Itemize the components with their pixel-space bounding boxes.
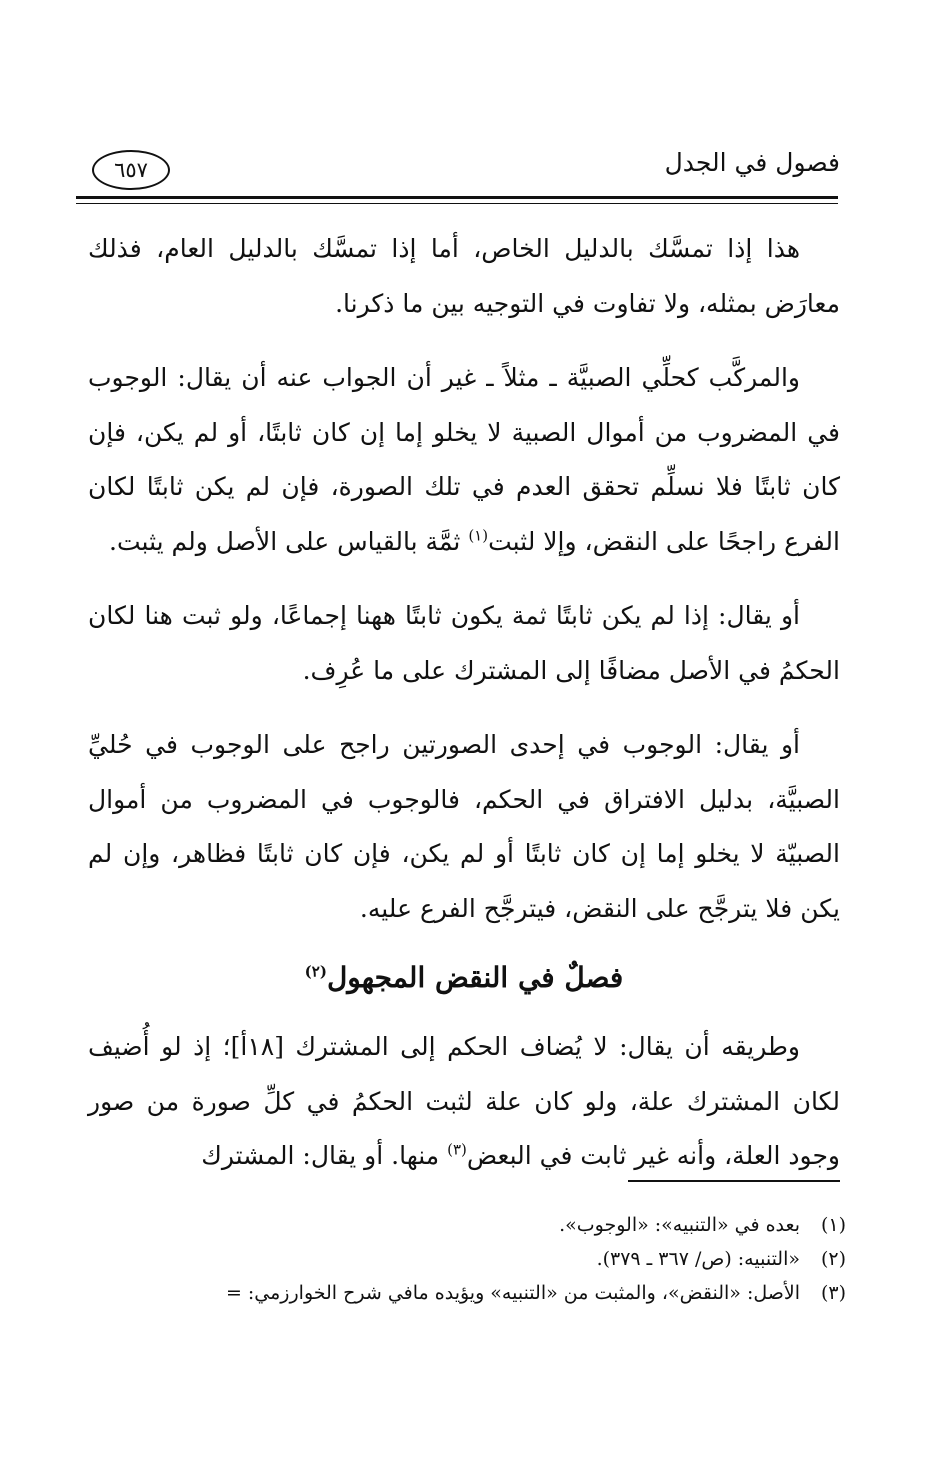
paragraph (88, 351, 840, 569)
footnotes (86, 1208, 846, 1310)
paragraph: أو يقال: إذا لم يكن ثابتًا ثمة يكون ثابتًا ههنا إجماعًا، ولو ثبت هنا لكان الحكمُ في الأصل مضافًا إلى المشترك على ما عُرِف. (88, 601, 840, 685)
section-heading (88, 948, 840, 1008)
footnote-number: (٣) (820, 1282, 846, 1304)
footnote-reference: (٢) (304, 962, 327, 981)
footnote-number: (٢) (820, 1248, 846, 1270)
footnote-text: الأصل: «النقض»، والمثبت من «التنبيه» ويؤيده مافي شرح الخوارزمي: = (225, 1282, 800, 1304)
page-number: ٦٥٧ (92, 150, 170, 190)
paragraph-text: منها. أو يقال: المشترك (201, 1141, 448, 1170)
footnote-text: بعده في «التنبيه»: «الوجوب». (559, 1214, 800, 1236)
running-title: فصول في الجدل (664, 148, 840, 177)
footnote-reference: (١) (468, 526, 489, 545)
main-text (88, 222, 840, 1204)
header-rule (76, 196, 838, 199)
paragraph (88, 1020, 840, 1184)
paragraph-text: ثمَّة بالقياس على الأصل ولم يثبت. (109, 526, 469, 556)
paragraph: أو يقال: الوجوب في إحدى الصورتين راجح على الوجوب في حُليِّ الصبيَّة، بدليل الافتراق في الحكم، فالوجوب في المضروب من أموال الصبيّة لا يخلو إما إن كان ثابتًا أو لم يكن، فإن كان ثابتًا فظاهر، وإن لم يكن فلا يترجَّح على النقض، فيترجَّح الفرع عليه. (88, 730, 840, 923)
paragraph-text: والمركَّب كحلِّي الصبيَّة ـ مثلاً ـ غير أن الجواب عنه أن يقال: الوجوب في المضروب من أموال الصبية لا يخلو إما إن كان ثابتًا، أو لم يكن، فإن كان ثابتًا فلا نسلِّم تحقق العدم في تلك الصورة، فإن لم يكن ثابتًا لكان الفرع راجحًا على النقض، وإلا لثبت (88, 363, 840, 556)
paragraph: هذا إذا تمسَّك بالدليل الخاص، أما إذا تمسَّك بالدليل العام، فذلك معارَض بمثله، ولا تفاوت في التوجيه بين ما ذكرنا. (88, 234, 840, 318)
footnote-text: «التنبيه: (ص/ ٣٦٧ ـ ٣٧٩). (596, 1248, 800, 1270)
header-rule-thin (76, 203, 838, 204)
section-heading-text: فصلٌ في النقض المجهول (326, 961, 624, 994)
footnote (86, 1276, 846, 1310)
footnote-reference: (٣) (447, 1140, 467, 1159)
footnote-number: (١) (820, 1214, 846, 1236)
footnote (86, 1208, 846, 1242)
paragraph-text: وطريقه أن يقال: لا يُضاف الحكم إلى المشترك [١٨أ]؛ إذ لو أُضيف لكان المشترك علة، ولو كان علة لثبت الحكمُ في كلِّ صورة من صور وجود العلة، وأنه غير ثابت في البعض (88, 1032, 840, 1170)
footnote (86, 1242, 846, 1276)
footnote-separator (628, 1180, 840, 1182)
